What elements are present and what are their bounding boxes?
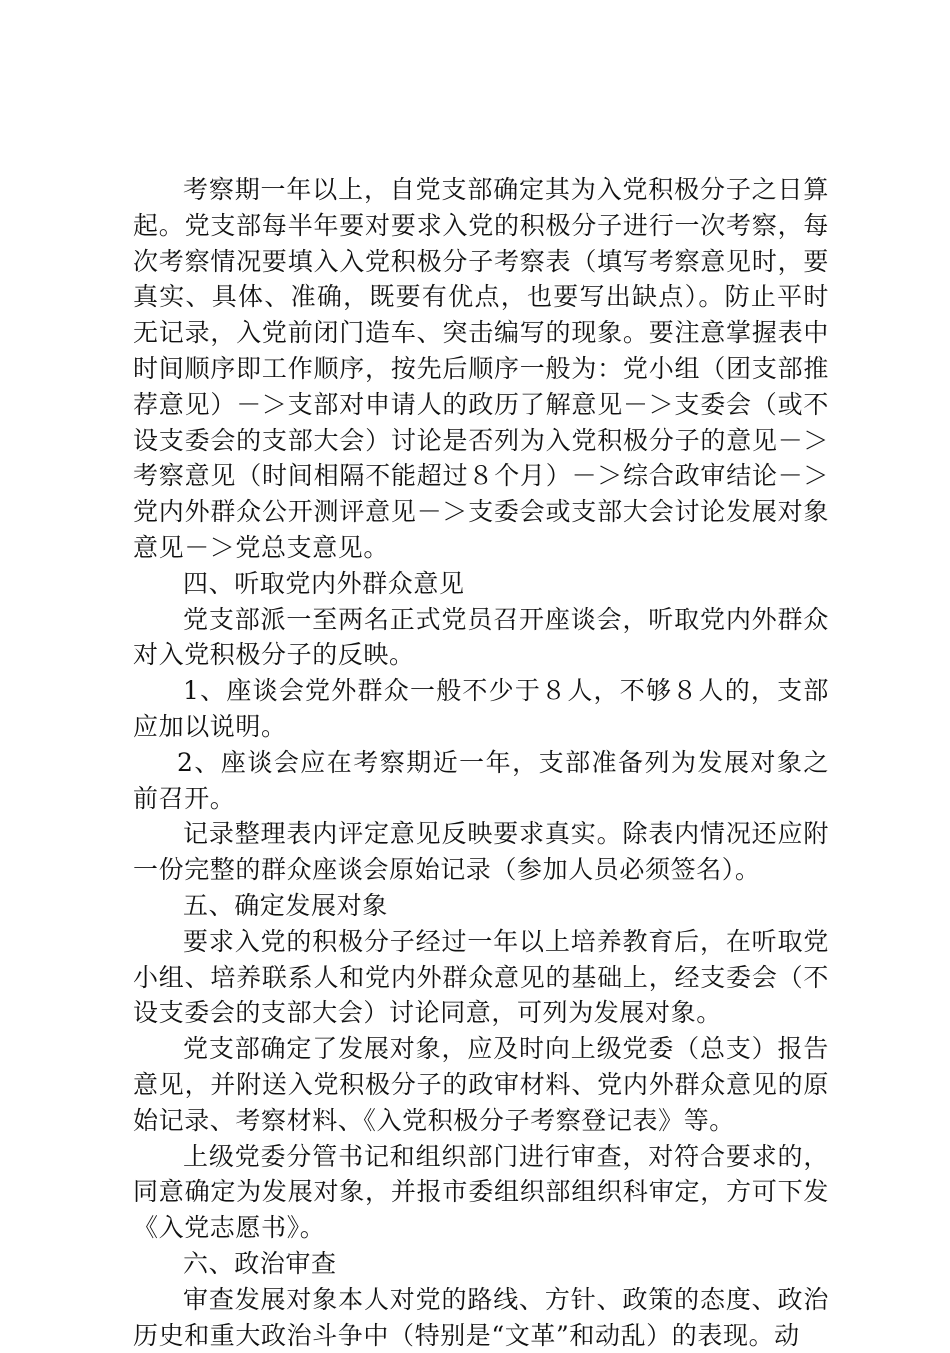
section-heading-5: 五、确定发展对象 (183, 890, 388, 920)
paragraph-development-target: 要求入党的积极分子经过一年以上培养教育后，在听取党小组、培养联系人和党内外群众意见的基础上，经支委会（不设支委会的支部大会）讨论同意，可列为发展对象。 (133, 926, 829, 1028)
paragraph-political-review: 审查发展对象本人对党的路线、方针、政策的态度、政治历史和重大政治斗争中（特别是“文革”和动乱）的表现。动 (133, 1284, 829, 1350)
document-page (133, 172, 829, 1353)
paragraph-report: 党支部确定了发展对象，应及时向上级党委（总支）报告意见，并附送入党积极分子的政审材料、党内外群众意见的原始记录、考察材料、《入党积极分子考察登记表》等。 (133, 1034, 829, 1135)
list-item-1: 1、座谈会党外群众一般不少于８人，不够８人的，支部应加以说明。 (133, 676, 829, 741)
section-heading-4: 四、听取党内外群众意见 (183, 568, 465, 598)
list-item-2: 2、座谈会应在考察期近一年，支部准备列为发展对象之前召开。 (133, 747, 829, 813)
paragraph-records: 记录整理表内评定意见反映要求真实。除表内情况还应附一份完整的群众座谈会原始记录（参加人员必须签名）。 (133, 819, 829, 885)
section-heading-6: 六、政治审查 (183, 1248, 337, 1278)
paragraph-review: 上级党委分管书记和组织部门进行审查，对符合要求的，同意确定为发展对象，并报市委组织部组织科审定，方可下发《入党志愿书》。 (133, 1141, 829, 1243)
paragraph-inspection-period: 考察期一年以上，自党支部确定其为入党积极分子之日算起。党支部每半年要对要求入党的积极分子进行一次考察，每次考察情况要填入入党积极分子考察表（填写考察意见时，要真实、具体、准确，既要有优点，也要写出缺点）。防止平时无记录，入党前闭门造车、突击编写的现象。要注意掌握表中时间顺序即工作顺序，按先后顺序一般为：党小组（团支部推荐意见）－＞支部对申请人的政历了解意见－＞支委会（或不设支委会的支部大会）讨论是否列为入党积极分子的意见－＞考察意见（时间相隔不能超过８个月）－＞综合政审结论－＞党内外群众公开测评意见－＞支委会或支部大会讨论发展对象意见－＞党总支意见。 (133, 175, 829, 562)
paragraph-forum: 党支部派一至两名正式党员召开座谈会，听取党内外群众对入党积极分子的反映。 (133, 604, 829, 670)
